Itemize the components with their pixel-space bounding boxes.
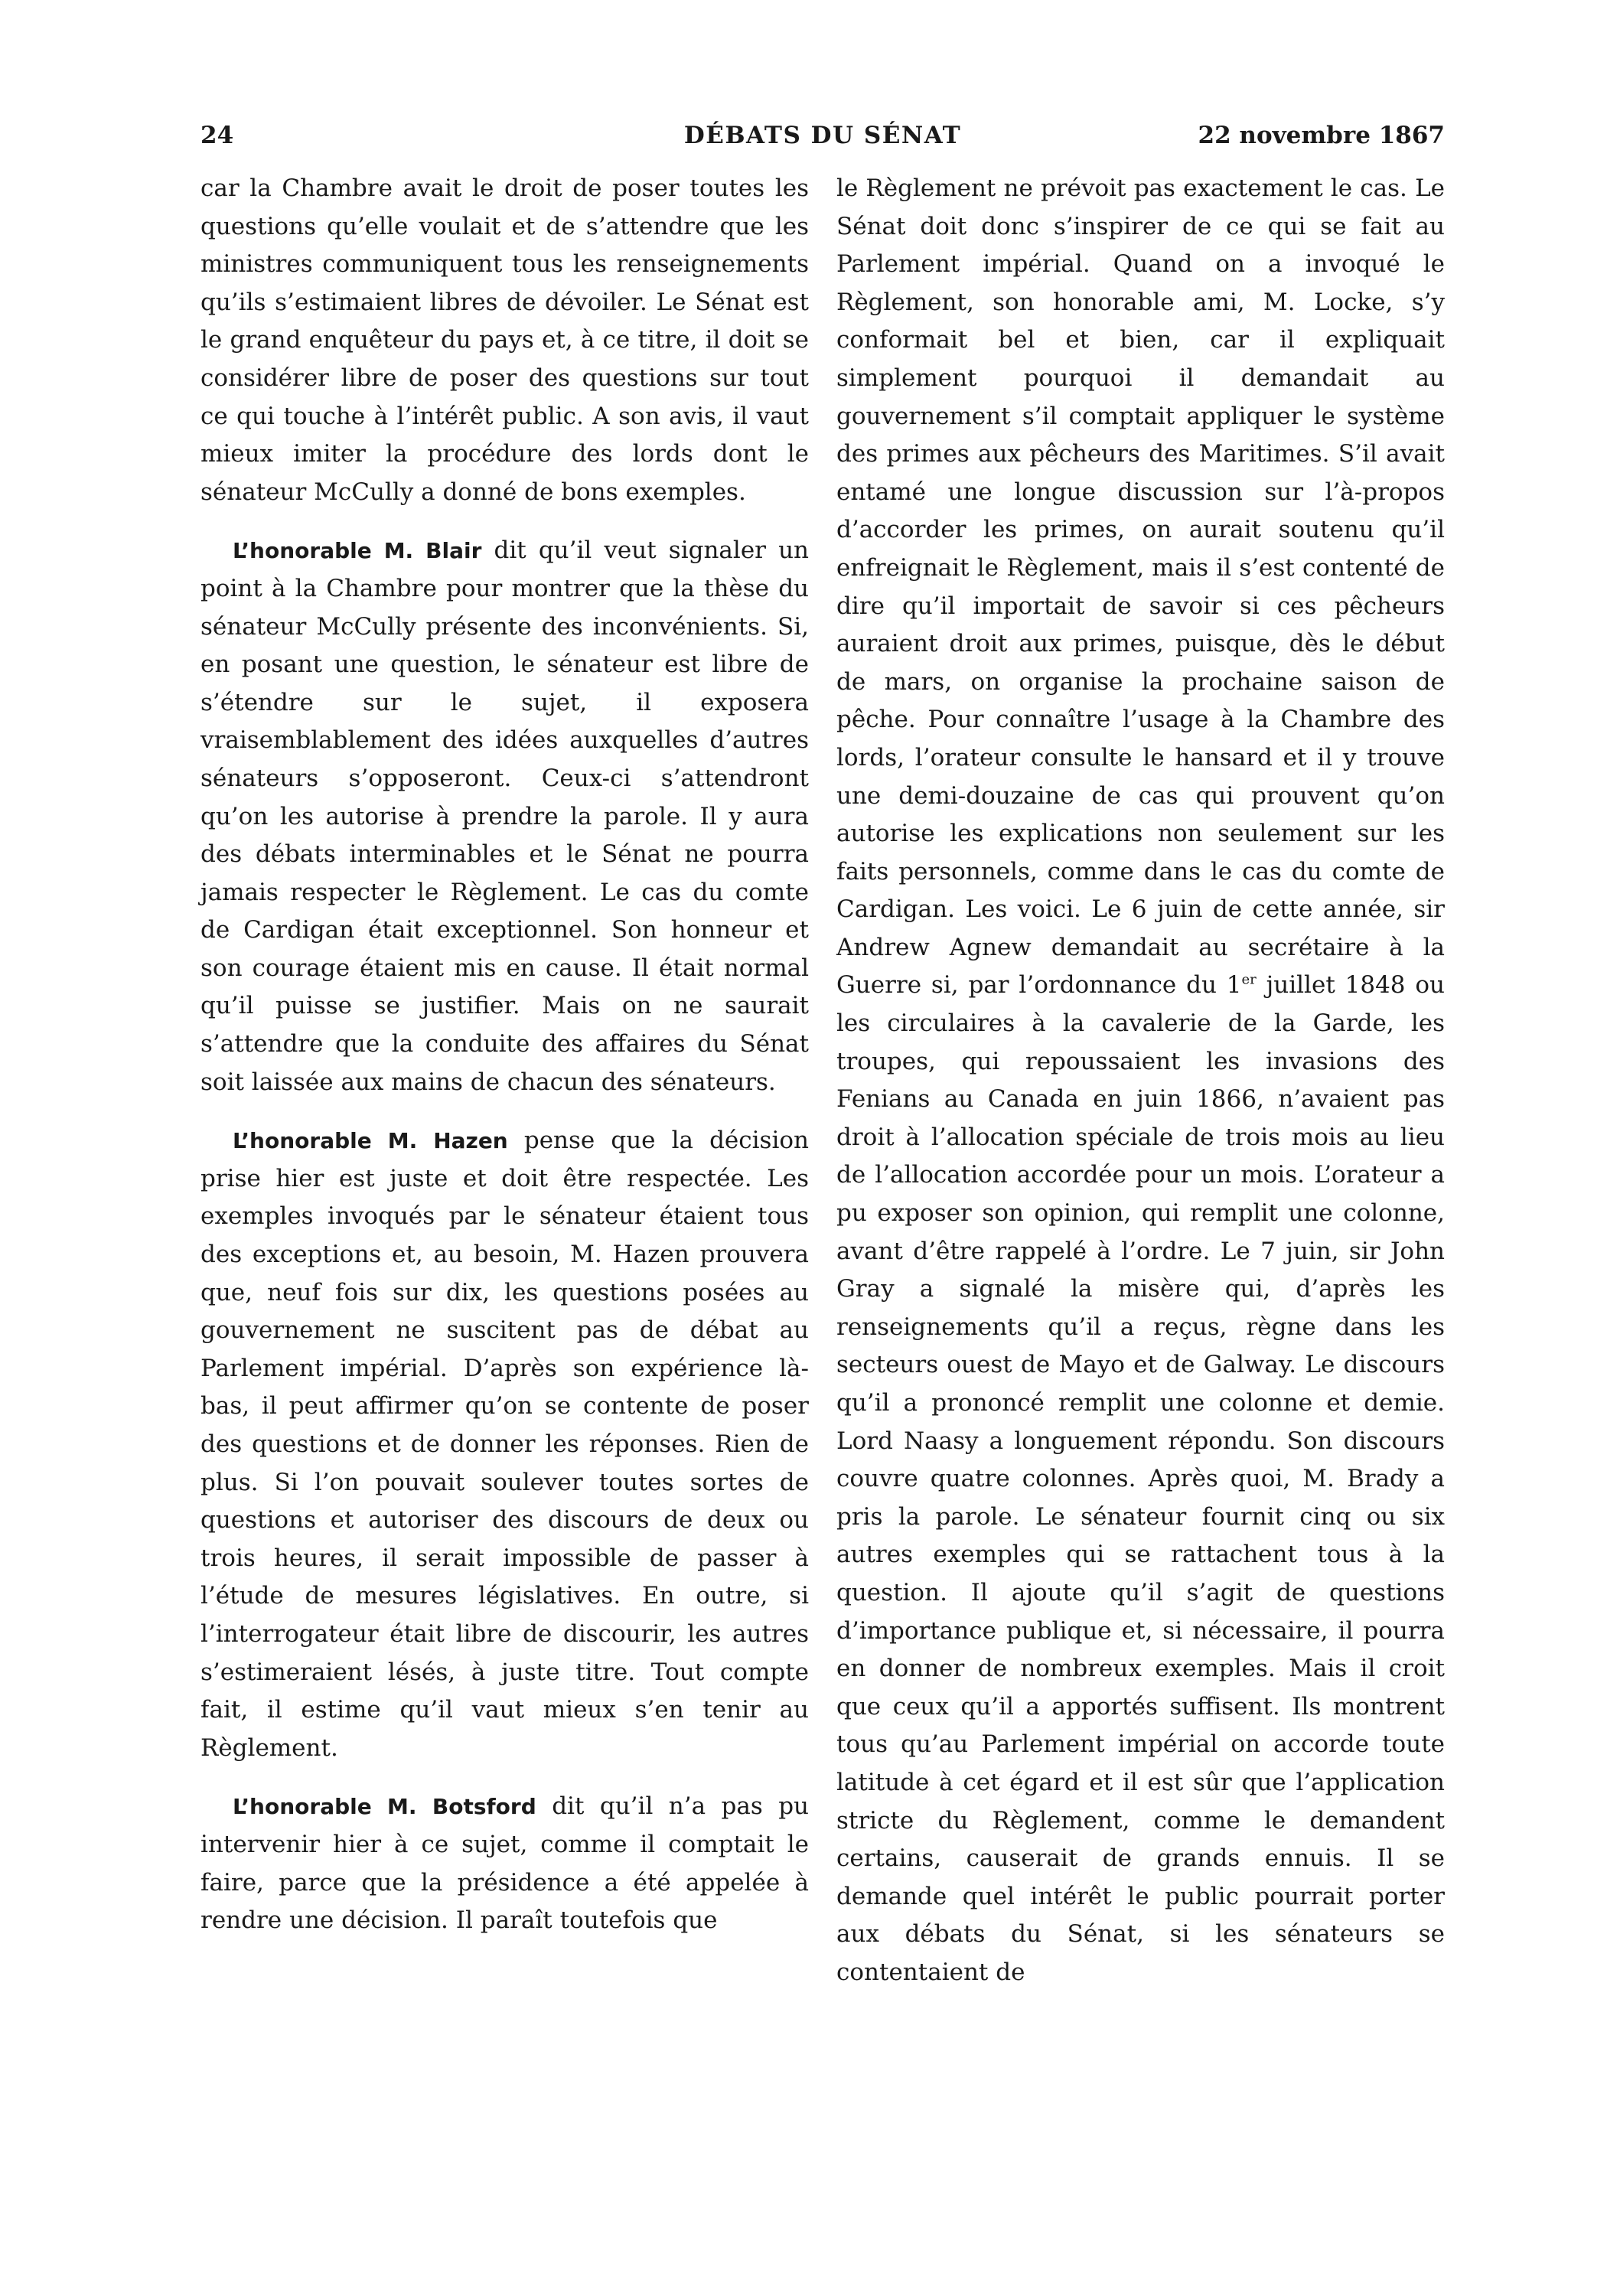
speech-paragraph [200,1788,809,1939]
speaker-name: L’honorable M. Blair [233,538,482,564]
speech-paragraph [200,532,809,1101]
running-header [200,116,1445,155]
speech-text: dit qu’il n’a pas pu intervenir hier à ce sujet, comme il comptait le faire, parce que la présidence a été appelée à rendre une décision. Il paraît toutefois que [200,1792,810,1935]
speaker-name: L’honorable M. Hazen [233,1128,508,1154]
superscript: er [1241,972,1257,989]
page-date: 22 novembre 1867 [1198,122,1445,149]
speech-text: dit qu’il veut signaler un point à la Chambre pour montrer que la thèse du sénateur McCully présente des inconvénients. Si, en posant une question, le sénateur est libre de s’étendre sur le sujet, il exposera vraisemblablement des idées auxquelles d’autres sénateurs s’opposeront. Ceux-ci s’attendront qu’on les autorise à prendre la parole. Il y aura des débats interminables et le Sénat ne pourra jamais respecter le Règlement. Le cas du comte de Cardigan était exceptionnel. Son honneur et son courage étaient mis en cause. Il était normal qu’il puisse se justifier. Mais on ne saurait s’attendre que la conduite des affaires du Sénat soit laissée aux mains de chacun des sénateurs. [200,536,810,1096]
left-column [200,170,809,1961]
speaker-name: L’honorable M. Botsford [233,1794,536,1820]
speech-paragraph [200,1122,809,1767]
page-number: 24 [200,122,234,149]
speech-text: le Règlement ne prévoit pas exactement le cas. Le Sénat doit donc s’inspirer de ce qui se fait au Parlement impérial. Quand on a invoqué le Règlement, son honorable ami, M. Locke, s’y conformait bel et bien, car il expliquait simplement pourquoi il demandait au gouvernement s’il comptait appliquer le système des primes aux pêcheurs des Maritimes. S’il avait entamé une longue discussion sur l’à-propos d’accorder les primes, on aurait soutenu qu’il enfreignait le Règlement, mais il s’est contenté de dire qu’il importait de savoir si ces pêcheurs auraient droit aux primes, puisque, dès le début de mars, on organise la prochaine saison de pêche. Pour connaître l’usage à la Chambre des lords, l’orateur consulte le hansard et il y trouve une demi-douzaine de cas qui prouvent qu’on autorise les explications non seulement sur les faits personnels, comme dans le cas du comte de Cardigan. Les voici. Le 6 juin de cette année, sir Andrew Agnew demandait au secrétaire à la Guerre si, par l’ordonnance du 1 [836,174,1445,1000]
paragraph [836,170,1445,1992]
speech-text: pense que la décision prise hier est juste et doit être respectée. Les exemples invoqués par le sénateur étaient tous des exceptions et, au besoin, M. Hazen prouvera que, neuf fois sur dix, les questions posées au gouvernement ne suscitent pas de débat au Parlement impérial. D’après son expérience là-bas, il peut affirmer qu’on se contente de poser des questions et de donner les réponses. Rien de plus. Si l’on pouvait soulever toutes sortes de questions et autoriser des discours de deux ou trois heures, il serait impossible de passer à l’étude de mesures législatives. En outre, si l’interrogateur était libre de discourir, les autres s’estimeraient lésés, à juste titre. Tout compte fait, il estime qu’il vaut mieux s’en tenir au Règlement. [200,1127,810,1762]
page-title: DÉBATS DU SÉNAT [683,122,962,149]
speech-text: juillet 1848 ou les circulaires à la cavalerie de la Garde, les troupes, qui repoussaient les invasions des Fenians au Canada en juin 1866, n’avaient pas droit à l’allocation spéciale de trois mois au lieu de l’allocation accordée pour un mois. L’orateur a pu exposer son opinion, qui remplit une colonne, avant d’être rappelé à l’ordre. Le 7 juin, sir John Gray a signalé la misère qui, d’après les renseignements qu’il a reçus, règne dans les secteurs ouest de Mayo et de Galway. Le discours qu’il a prononcé remplit une colonne et demie. Lord Naasy a longuement répondu. Son discours couvre quatre colonnes. Après quoi, M. Brady a pris la parole. Le sénateur fournit cinq ou six autres exemples qui se rattachent tous à la question. Il ajoute qu’il s’agit de questions d’importance publique et, si nécessaire, il pourra en donner de nombreux exemples. Mais il croit que ceux qu’il a apportés suffisent. Ils montrent tous qu’au Parlement impérial on accorde toute latitude à cet égard et il est sûr que l’application stricte du Règlement, comme le demandent certains, causerait de grands ennuis. Il se demande quel intérêt le public pourrait porter aux débats du Sénat, si les sénateurs se contentaient de [836,971,1445,1986]
paragraph: car la Chambre avait le droit de poser toutes les questions qu’elle voulait et de s’attendre que les ministres communiquent tous les renseignements qu’ils s’estimaient libres de dévoiler. Le Sénat est le grand enquêteur du pays et, à ce titre, il doit se considérer libre de poser des questions sur tout ce qui touche à l’intérêt public. A son avis, il vaut mieux imiter la procédure des lords dont le sénateur McCully a donné de bons exemples. [200,174,809,506]
right-column [836,170,1445,2013]
